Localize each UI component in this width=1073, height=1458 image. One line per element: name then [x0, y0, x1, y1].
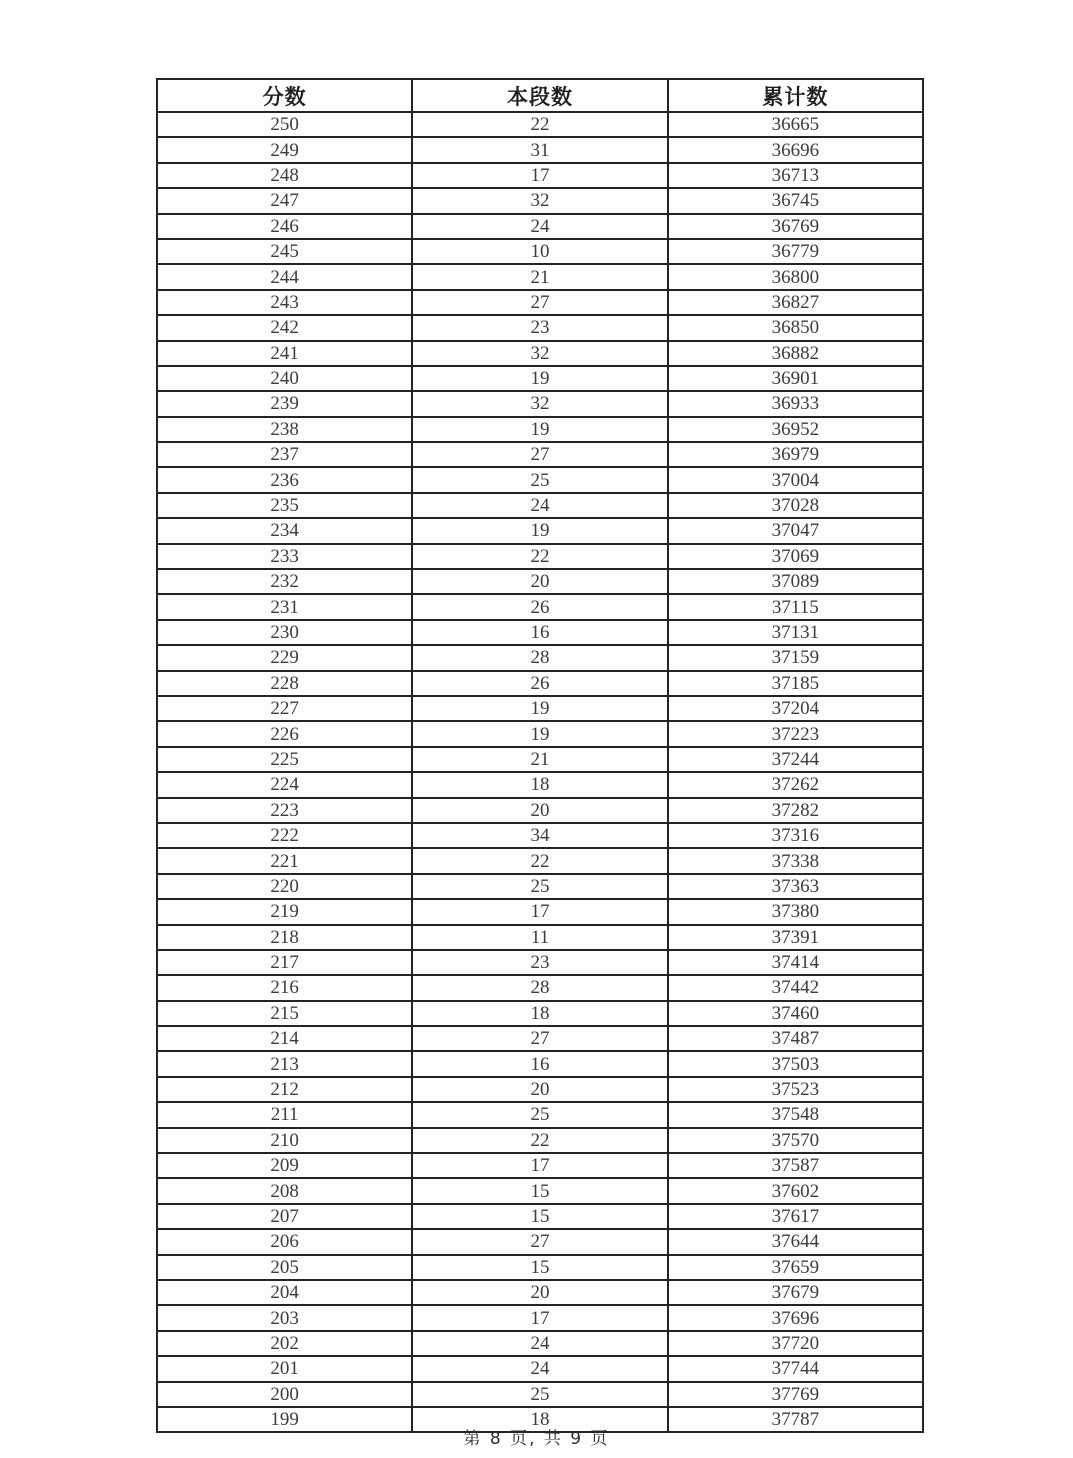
segment-count-cell: 19 [412, 721, 667, 746]
segment-count-cell: 24 [412, 1331, 667, 1356]
table-row [157, 1229, 923, 1254]
score-cell: 229 [157, 645, 412, 670]
segment-count-cell: 16 [412, 1051, 667, 1076]
score-cell: 244 [157, 264, 412, 289]
cumulative-count-cell: 37069 [668, 544, 923, 569]
score-cell: 248 [157, 163, 412, 188]
score-cell: 235 [157, 493, 412, 518]
segment-count-cell: 18 [412, 1001, 667, 1026]
segment-count-cell: 22 [412, 1128, 667, 1153]
score-cell: 221 [157, 848, 412, 873]
score-cell: 241 [157, 341, 412, 366]
score-cell: 239 [157, 391, 412, 416]
score-cell: 205 [157, 1255, 412, 1280]
table-row [157, 391, 923, 416]
table-row [157, 696, 923, 721]
cumulative-count-cell: 37769 [668, 1382, 923, 1407]
score-cell: 237 [157, 442, 412, 467]
score-cell: 218 [157, 925, 412, 950]
table-row [157, 950, 923, 975]
score-cell: 225 [157, 747, 412, 772]
cumulative-count-cell: 37338 [668, 848, 923, 873]
segment-count-cell: 20 [412, 1077, 667, 1102]
segment-count-cell: 24 [412, 493, 667, 518]
table-row [157, 417, 923, 442]
segment-count-cell: 23 [412, 950, 667, 975]
table-row [157, 1331, 923, 1356]
segment-count-cell: 19 [412, 696, 667, 721]
cumulative-count-cell: 36850 [668, 315, 923, 340]
table-row [157, 1153, 923, 1178]
cumulative-count-cell: 37028 [668, 493, 923, 518]
table-row [157, 645, 923, 670]
score-cell: 234 [157, 518, 412, 543]
table-row [157, 1305, 923, 1330]
score-cell: 199 [157, 1407, 412, 1432]
cumulative-count-cell: 37460 [668, 1001, 923, 1026]
score-cell: 246 [157, 214, 412, 239]
table-row [157, 544, 923, 569]
cumulative-count-cell: 37391 [668, 925, 923, 950]
table-row [157, 975, 923, 1000]
cumulative-count-cell: 36901 [668, 366, 923, 391]
table-row [157, 1077, 923, 1102]
segment-count-cell: 28 [412, 645, 667, 670]
cumulative-count-cell: 37442 [668, 975, 923, 1000]
table-row [157, 290, 923, 315]
score-cell: 216 [157, 975, 412, 1000]
segment-count-cell: 10 [412, 239, 667, 264]
cumulative-count-cell: 37159 [668, 645, 923, 670]
score-cell: 202 [157, 1331, 412, 1356]
score-cell: 233 [157, 544, 412, 569]
score-cell: 207 [157, 1204, 412, 1229]
table-row [157, 899, 923, 924]
cumulative-count-cell: 37262 [668, 772, 923, 797]
segment-count-cell: 17 [412, 1153, 667, 1178]
cumulative-count-cell: 37004 [668, 467, 923, 492]
cumulative-count-cell: 37644 [668, 1229, 923, 1254]
score-cell: 209 [157, 1153, 412, 1178]
table-row [157, 1255, 923, 1280]
segment-count-cell: 25 [412, 1382, 667, 1407]
segment-count-cell: 27 [412, 442, 667, 467]
table-row [157, 798, 923, 823]
table-row [157, 163, 923, 188]
segment-count-cell: 22 [412, 848, 667, 873]
cumulative-count-cell: 37679 [668, 1280, 923, 1305]
cumulative-count-cell: 37696 [668, 1305, 923, 1330]
table-row [157, 569, 923, 594]
segment-count-cell: 20 [412, 1280, 667, 1305]
segment-count-cell: 25 [412, 1102, 667, 1127]
column-header-segment-count: 本段数 [412, 79, 667, 112]
table-row [157, 239, 923, 264]
table-row [157, 594, 923, 619]
table-row [157, 1204, 923, 1229]
segment-count-cell: 20 [412, 798, 667, 823]
score-cell: 242 [157, 315, 412, 340]
table-row [157, 1001, 923, 1026]
score-cell: 203 [157, 1305, 412, 1330]
cumulative-count-cell: 36713 [668, 163, 923, 188]
cumulative-count-cell: 37548 [668, 1102, 923, 1127]
column-header-cumulative-count: 累计数 [668, 79, 923, 112]
score-cell: 200 [157, 1382, 412, 1407]
table-row [157, 671, 923, 696]
table-row [157, 493, 923, 518]
score-cell: 223 [157, 798, 412, 823]
table-row [157, 823, 923, 848]
cumulative-count-cell: 37414 [668, 950, 923, 975]
segment-count-cell: 27 [412, 1026, 667, 1051]
table-row [157, 1382, 923, 1407]
segment-count-cell: 22 [412, 544, 667, 569]
score-cell: 208 [157, 1178, 412, 1203]
score-cell: 249 [157, 137, 412, 162]
segment-count-cell: 16 [412, 620, 667, 645]
segment-count-cell: 25 [412, 874, 667, 899]
table-row [157, 925, 923, 950]
cumulative-count-cell: 36696 [668, 137, 923, 162]
table-row [157, 315, 923, 340]
table-row [157, 112, 923, 137]
score-cell: 250 [157, 112, 412, 137]
cumulative-count-cell: 37503 [668, 1051, 923, 1076]
score-cell: 222 [157, 823, 412, 848]
cumulative-count-cell: 37787 [668, 1407, 923, 1432]
cumulative-count-cell: 36779 [668, 239, 923, 264]
segment-count-cell: 19 [412, 417, 667, 442]
table-row [157, 747, 923, 772]
table-row [157, 442, 923, 467]
segment-count-cell: 19 [412, 518, 667, 543]
score-cell: 213 [157, 1051, 412, 1076]
table-row [157, 620, 923, 645]
segment-count-cell: 22 [412, 112, 667, 137]
segment-count-cell: 25 [412, 467, 667, 492]
cumulative-count-cell: 37131 [668, 620, 923, 645]
score-cell: 219 [157, 899, 412, 924]
segment-count-cell: 15 [412, 1178, 667, 1203]
table-row [157, 1178, 923, 1203]
cumulative-count-cell: 36827 [668, 290, 923, 315]
table-row [157, 1102, 923, 1127]
score-cell: 238 [157, 417, 412, 442]
score-cell: 224 [157, 772, 412, 797]
table-row [157, 1128, 923, 1153]
segment-count-cell: 17 [412, 1305, 667, 1330]
cumulative-count-cell: 37487 [668, 1026, 923, 1051]
cumulative-count-cell: 37047 [668, 518, 923, 543]
table-header-row [157, 79, 923, 112]
table-row [157, 721, 923, 746]
segment-count-cell: 18 [412, 772, 667, 797]
score-cell: 226 [157, 721, 412, 746]
score-cell: 217 [157, 950, 412, 975]
score-cell: 215 [157, 1001, 412, 1026]
cumulative-count-cell: 37720 [668, 1331, 923, 1356]
cumulative-count-cell: 36882 [668, 341, 923, 366]
score-cell: 201 [157, 1356, 412, 1381]
cumulative-count-cell: 37380 [668, 899, 923, 924]
table-row [157, 366, 923, 391]
cumulative-count-cell: 37617 [668, 1204, 923, 1229]
segment-count-cell: 20 [412, 569, 667, 594]
cumulative-count-cell: 37523 [668, 1077, 923, 1102]
score-cell: 230 [157, 620, 412, 645]
segment-count-cell: 32 [412, 391, 667, 416]
segment-count-cell: 17 [412, 163, 667, 188]
table-row [157, 137, 923, 162]
cumulative-count-cell: 37089 [668, 569, 923, 594]
column-header-score: 分数 [157, 79, 412, 112]
cumulative-count-cell: 37744 [668, 1356, 923, 1381]
cumulative-count-cell: 37602 [668, 1178, 923, 1203]
score-cell: 210 [157, 1128, 412, 1153]
score-cell: 212 [157, 1077, 412, 1102]
segment-count-cell: 32 [412, 341, 667, 366]
cumulative-count-cell: 37570 [668, 1128, 923, 1153]
table-row [157, 341, 923, 366]
segment-count-cell: 21 [412, 747, 667, 772]
score-cell: 227 [157, 696, 412, 721]
table-row [157, 874, 923, 899]
score-distribution-table [156, 78, 924, 1433]
segment-count-cell: 19 [412, 366, 667, 391]
cumulative-count-cell: 36952 [668, 417, 923, 442]
segment-count-cell: 31 [412, 137, 667, 162]
segment-count-cell: 24 [412, 214, 667, 239]
segment-count-cell: 17 [412, 899, 667, 924]
cumulative-count-cell: 37244 [668, 747, 923, 772]
cumulative-count-cell: 37316 [668, 823, 923, 848]
table-row [157, 1051, 923, 1076]
segment-count-cell: 15 [412, 1204, 667, 1229]
score-cell: 247 [157, 188, 412, 213]
cumulative-count-cell: 36665 [668, 112, 923, 137]
segment-count-cell: 18 [412, 1407, 667, 1432]
score-cell: 228 [157, 671, 412, 696]
table-row [157, 1356, 923, 1381]
cumulative-count-cell: 36800 [668, 264, 923, 289]
segment-count-cell: 27 [412, 290, 667, 315]
cumulative-count-cell: 36745 [668, 188, 923, 213]
table-row [157, 264, 923, 289]
table-row [157, 772, 923, 797]
cumulative-count-cell: 37223 [668, 721, 923, 746]
cumulative-count-cell: 37185 [668, 671, 923, 696]
page-number-footer: 第 8 页, 共 9 页 [463, 1429, 610, 1449]
segment-count-cell: 24 [412, 1356, 667, 1381]
score-cell: 206 [157, 1229, 412, 1254]
table-row [157, 467, 923, 492]
score-cell: 232 [157, 569, 412, 594]
cumulative-count-cell: 37204 [668, 696, 923, 721]
segment-count-cell: 26 [412, 594, 667, 619]
table-body [157, 112, 923, 1432]
table-header [157, 79, 923, 112]
cumulative-count-cell: 37659 [668, 1255, 923, 1280]
segment-count-cell: 27 [412, 1229, 667, 1254]
segment-count-cell: 32 [412, 188, 667, 213]
cumulative-count-cell: 37587 [668, 1153, 923, 1178]
cumulative-count-cell: 36979 [668, 442, 923, 467]
score-cell: 231 [157, 594, 412, 619]
segment-count-cell: 23 [412, 315, 667, 340]
score-cell: 245 [157, 239, 412, 264]
segment-count-cell: 34 [412, 823, 667, 848]
segment-count-cell: 11 [412, 925, 667, 950]
cumulative-count-cell: 37282 [668, 798, 923, 823]
score-cell: 243 [157, 290, 412, 315]
table-row [157, 1280, 923, 1305]
score-cell: 211 [157, 1102, 412, 1127]
segment-count-cell: 15 [412, 1255, 667, 1280]
segment-count-cell: 21 [412, 264, 667, 289]
table-row [157, 848, 923, 873]
cumulative-count-cell: 37115 [668, 594, 923, 619]
table-row [157, 214, 923, 239]
segment-count-cell: 26 [412, 671, 667, 696]
cumulative-count-cell: 37363 [668, 874, 923, 899]
table-row [157, 1026, 923, 1051]
cumulative-count-cell: 36769 [668, 214, 923, 239]
score-cell: 214 [157, 1026, 412, 1051]
cumulative-count-cell: 36933 [668, 391, 923, 416]
score-cell: 236 [157, 467, 412, 492]
score-cell: 220 [157, 874, 412, 899]
score-cell: 240 [157, 366, 412, 391]
segment-count-cell: 28 [412, 975, 667, 1000]
table-row [157, 518, 923, 543]
score-cell: 204 [157, 1280, 412, 1305]
table-row [157, 188, 923, 213]
